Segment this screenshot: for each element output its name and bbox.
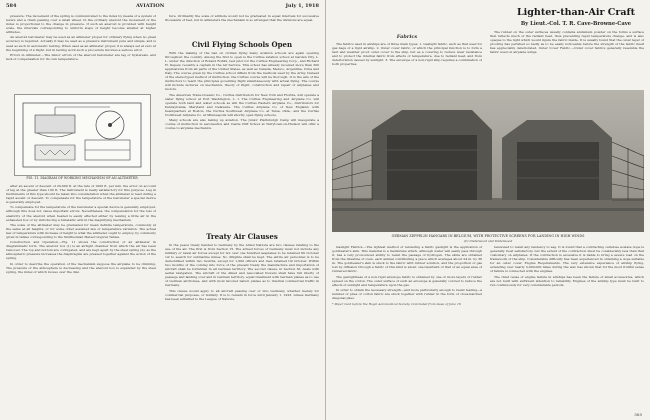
altimeter-diagram-figure bbox=[14, 94, 151, 176]
photo-credit: (C) Underwood and Underwood bbox=[463, 238, 513, 243]
article-title: Lighter-than-Air Craft bbox=[516, 7, 635, 18]
right-col1-top bbox=[332, 30, 482, 88]
article-byline: By Lieut.-Col. T. R. Cave-Browne-Cave bbox=[520, 21, 632, 27]
altimeter-mechanism-drawing bbox=[15, 95, 150, 175]
left-col2-top-text: ture. Ordinarily the scale of altitude would not be graduated in equal intervals for successive thousands of feet, but in altimeters the mechanism is so arranged that the divisions are equal. bbox=[165, 14, 319, 23]
right-lower-col1: Gastight Fabrics.—The lightest method of rendering a fabric gastight is the application of goldbeater's skin. This material is a membrane which, although water will easily pass through it, has a very pronounced ability to resist the passage of hydrogen. The skins are obtained from the intestine of oxen, each animal contributing a piece which averages about 24 in. by 36 in. The goldbeater's skin is stuck to the fabric with rubber solution, and the proportion of gas lost by diffusion through a fabric of this kind is about one-twentieth of that of an equal area of rubbered fabric. The gastightness of a non-rigid envelope fabric is obtained by one or more layers of rubber spread on the cotton. The outer surface of such an envelope is generally colored to reduce the effects of sunlight and temperature upon the gas. In order to obtain the necessary strength—and more particularly enough to resist tearing—a number of plies of cotton fabric are stuck together with rubber in the form of cross-hatched diagonal plies. * Paper read before the Royal Aeronautical Society. Concluded from issue of June 16 bbox=[332, 245, 482, 306]
right-lower-col2: tensioned to resist any tendency to sag. It is found that a contracting cellulose acetate dope is generally most satisfactory, but the extent of the contraction must be considerably less than that customary on airplanes. If the contraction is excessive it is liable to bring a severe load on the framework of the ship. Considerable difficulty has been experienced in obtaining a dope suitable for an outer cover. Engine Requirements. The very extensive experience of airship flying, extending over nearly 3,000,000 miles during the war, has shown that for the most fruitful sense of failure is connected with the engines. The chief cause of engine failure in airships has been the failure of small accessories, which are not built with sufficient attention to reliability. Engines of the airship type must be built to run continuously for very considerable periods. bbox=[490, 245, 644, 287]
gastight-text: Gastight Fabrics.—The lightest method of rendering a fabric gastight is the application of goldbeater's skin. This material is a membrane which, although water will easily pass through it, has a very pronounced ability to resist the passage of hydrogen. The skins are obtained from the intestine of oxen, each animal contributing a piece which averages about 24 in. by 36 in. The goldbeater's skin is stuck to the fabric with rubber solution, and the proportion of gas lost by diffusion through a fabric of this kind is about one-twentieth of that of an equal area of rubbered fabric. bbox=[332, 245, 482, 274]
left-col1-top-text: pressure. The movement of the spring is communicated to the index by means of a system of levers and a chain passing over a small wheel. In the ordinary aneroid the movement of the index is proportional to the change in pressure. If such an aneroid is provided with height scale, the intervals corresponding to uniform steps of height become smaller at higher altitudes. bbox=[6, 14, 156, 35]
outer-cover-text: The rubber on the outer surfaces usually contains aluminum powder on the forms a surface that reflects much of the radiant heat, thus preventing rapid temperature change, and is also opaque to the light which would injure the fabric inside. It is usually found that the outer layer of proofing has perished so badly as to be easily noticeable before the strength of the fabric itself has appreciably deteriorated. Outer Cover Fabric.—Outer cover fabrics generally resemble the fabric used on airplane wings. bbox=[490, 30, 644, 55]
hangar-photo-drawing bbox=[332, 90, 644, 232]
zeppelin-hangar-photo bbox=[332, 90, 644, 232]
treaty-article bbox=[165, 226, 319, 419]
left-col1-bottom: after an ascent or descent of 20,000 ft. at the rate of 1000 ft. per min. the error on account of lag at the greater than 100 ft. The instrument is really satisfactory for this purpose. Lag in instruments of this type should be taken into consideration when the altimeter is read during a rapid ascent or descent. To compensate for the temperature of the barometer a special device is generally employed. To compensate for the temperature of the barometer a special device is generally employed, although this does not cause important errors. Nevertheless, the compensation for the loss of elasticity of the aneroid when heated is easily effected either by leaving a little air in the exhausted box or by introducing a bimetallic arm in the magnifying mechanism. The scale of the altimeter may be graduated for mean definite temperature, commonly at the same at all heights, or for some other assumed law of temperature variation. The actual law of temperature with increase of height is what the altimeter ought to employ, by commonly given in tables corresponding to the Smithsonian Meteorological Tables. Construction and Operation.—Fig. 11 shows the construction of an altimeter in diagrammatic form. The aneroid box (1) is an airtight chamber from which the air has been removed. The top and bottom are corrugated, and are kept apart by the steel spring (2); as the atmospheric pressure increases the diaphragms are pressed together against the action of the spring. In order to describe the operation of the mechanism suppose the airplane to be climbing. The pressure of the atmosphere is decreasing and the aneroid box is expanded by the steel spring, the index of which moves over the dial. bbox=[6, 184, 156, 274]
civil-schools-body: With the making of the ban on civilian flying many aviation schools are again opening throughout the country. Among the first to open is the Curtiss aviation school at Garden City, L. I., under the direction of Roland Rohlfs, test pilot for the Curtiss Engineering Corp., and Richard H. Depew, recently a captain in the Air Service. This school has already received more than 300 applications from all parts of the United States, as well as Canada, Mexico, Argentina, Cuba and Italy. The course given by the Curtiss school differs from the methods used by the Army. Instead of the stereotyped method of instruction, the Curtiss course will be thorough. It is the aim of the instructors to teach the principles governing flight simultaneously with actual flying. The course will include lectures on mechanics, theory of flight, construction and repair of airplanes and motors. The American Trans-Oceanic Co., Curtiss distributors for New York and Florida, will operate a sister flying school at Port Washington, L. I. The Curtiss Engineering and Airplane Co. will operate both land and water schools as will the Curtiss Eastern Airplane Co., distributors for Pennsylvania, Maryland and Delaware. The Curtiss Airplane Co. of New England, with headquarters at Boston, the Curtiss Southwest Airplane Co. at Tulsa, Okla., and the Curtiss Northwest Airplane Co. at Minneapolis will shortly open flying schools. Many schools are also taking up aviation. The Junior Plattsburgh Camp will inaugurate a course of instruction in aeronautics and Castle Cliff School at Tarrytown-on-Hudson will offer a course to airplane mechanics. bbox=[165, 51, 319, 131]
running-head: AVIATION bbox=[136, 3, 165, 9]
fabrics-text: The fabrics used in airships are of three main types: 1. Gastight fabric, such as that used for gas bags of a rigid airship. 2. Outer cover fabric, of which the principal function is to form a taut and weather proof outer cover to the ship, but as a covering to reduce wear resistance and to protect the internal fabric from effects of temperature, due to radiant heat, and from deterioration caused by sunlight. 3. The envelope of a non-rigid ship requires a combination of both properties. bbox=[332, 42, 482, 67]
civil-schools-title: Civil Flying Schools Open bbox=[191, 40, 293, 49]
left-page-number: 584 bbox=[6, 3, 17, 9]
right-col2-top bbox=[490, 30, 644, 88]
footnote: * Paper read before the Royal Aeronautical Society. Concluded from issue of June 16 bbox=[332, 301, 461, 306]
outer-cover-continued-text: tensioned to resist any tendency to sag. It is found that a contracting cellulose acetate dope is generally most satisfactory, but the extent of the contraction must be considerably less than that customary on airplanes. If the contraction is excessive it is liable to bring a severe load on the framework of the ship. Considerable difficulty has been experienced in obtaining a dope suitable for an outer cover. Engine Requirements. The very extensive experience of airship flying, extending over nearly 3,000,000 miles during the war, has shown that for the most fruitful sense of failure is connected with the engines. bbox=[490, 245, 644, 274]
left-col1-bottom-text: after an ascent or descent of 20,000 ft. at the rate of 1000 ft. per min. the error on account of lag at the greater than 100 ft. The instrument is really satisfactory for this purpose. Lag in instruments of this type should be taken into consideration when the altimeter is read during a rapid ascent or descent. To compensate for the temperature of the barometer a special device is generally employed. bbox=[6, 184, 156, 205]
treaty-title: Treaty Air Clauses bbox=[206, 232, 278, 241]
left-running-header bbox=[6, 3, 319, 11]
treaty-text: In the peace treaty handed to Germany by the Allied Nations are two clauses relating to the use of the air. The first is from Section VI. The armed forces of Germany must not include any military or naval air forces except for not over one hundred seaplanes to be retained till October 1st to search for submarine mines. No dirigible shall be kept. The entire air personnel is to be demobilized within two months, except for 1,000 officers and men retained till October. Within two months of the coming into force of the present treaty the manufacture and importation of aircraft shall be forbidden in all German territory. The second clause, in Section XI, deals with aerial navigation. The aircraft of the Allied and Associated Powers shall have full liberty of passage and landing over and in German territory, equal treatment with German planes as to use of German airdromes, and with most favored nation planes as to internal commercial traffic in Germany. bbox=[165, 243, 319, 288]
civil-schools-text: With the making of the ban on civilian flying many aviation schools are again opening throughout the country. Among the first to open is the Curtiss aviation school at Garden City, L. I., under the direction of Roland Rohlfs, test pilot for the Curtiss Engineering Corp., and Richard H. Depew, recently a captain in the Air Service. This school has already received more than 300 applications from all parts of the United States, as well as Canada, Mexico, Argentina, Cuba and Italy. The course given by the Curtiss school differs from the methods used by the Army. Instead of the stereotyped method of instruction, the Curtiss course will be thorough. It is the aim of the instructors to teach the principles governing flight simultaneously with actual flying. The course will include lectures on mechanics, theory of flight, construction and repair of airplanes and motors. bbox=[165, 51, 319, 92]
fabrics-heading: Fabrics bbox=[396, 34, 418, 40]
issue-date: July 1, 1918 bbox=[285, 3, 319, 9]
left-col1-top: pressure. The movement of the spring is communicated to the index by means of a system of levers and a chain passing over a small wheel. In the ordinary aneroid the movement of the index is proportional to the change in pressure. If such an aneroid is provided with height scale, the intervals corresponding to uniform steps of height become smaller at higher altitudes. An aneroid barometer may be used as an altimeter proper for ordinary flying when no great accuracy is required. Actually it may be used as a pressure instrument pure and simple, and is used as such in aeronautic testing. When used as an altimeter proper, it is always set at zero at the beginning of a flight, but in testing work such a procedure involves a serious error. Errors in Altimeter.—The minor errors of the aneroid barometer are lag or hysteresis, and lack of compensation for its own temperature. bbox=[6, 14, 156, 61]
civil-schools-article bbox=[165, 34, 319, 231]
right-page bbox=[326, 0, 650, 420]
photo-caption: GERMAN ZEPPELIN HANGARS IN BELGIUM, WITH PROTECTIVE SCREENS FOR LANDING IN HIGH WINDS bbox=[391, 234, 585, 238]
right-page-number: 585 bbox=[634, 412, 642, 417]
left-col2-top bbox=[165, 14, 319, 36]
treaty-body: In the peace treaty handed to Germany by the Allied Nations are two clauses relating to the use of the air. The first is from Section VI. The armed forces of Germany must not include any military or naval air forces except for not over one hundred seaplanes to be retained till October 1st to search for submarine mines. No dirigible shall be kept. The entire air personnel is to be demobilized within two months, except for 1,000 officers and men retained till October. Within two months of the coming into force of the present treaty the manufacture and importation of aircraft shall be forbidden in all German territory. The second clause, in Section XI, deals with aerial navigation. The aircraft of the Allied and Associated Powers shall have full liberty of passage and landing over and in German territory, equal treatment with German planes as to use of German airdromes, and with most favored nation planes as to internal commercial traffic in Germany. This clause would apply to all aircraft passing over or into Germany, whether merely for commercial purposes, or military. It is to remain in force until January 1, 1923, unless Germany has been admitted to the League of Nations. bbox=[165, 243, 319, 301]
altimeter-figure-caption: FIG. 11. DIAGRAM OF WORKING MECHANISM OF AN ALTIMETER bbox=[26, 176, 138, 180]
